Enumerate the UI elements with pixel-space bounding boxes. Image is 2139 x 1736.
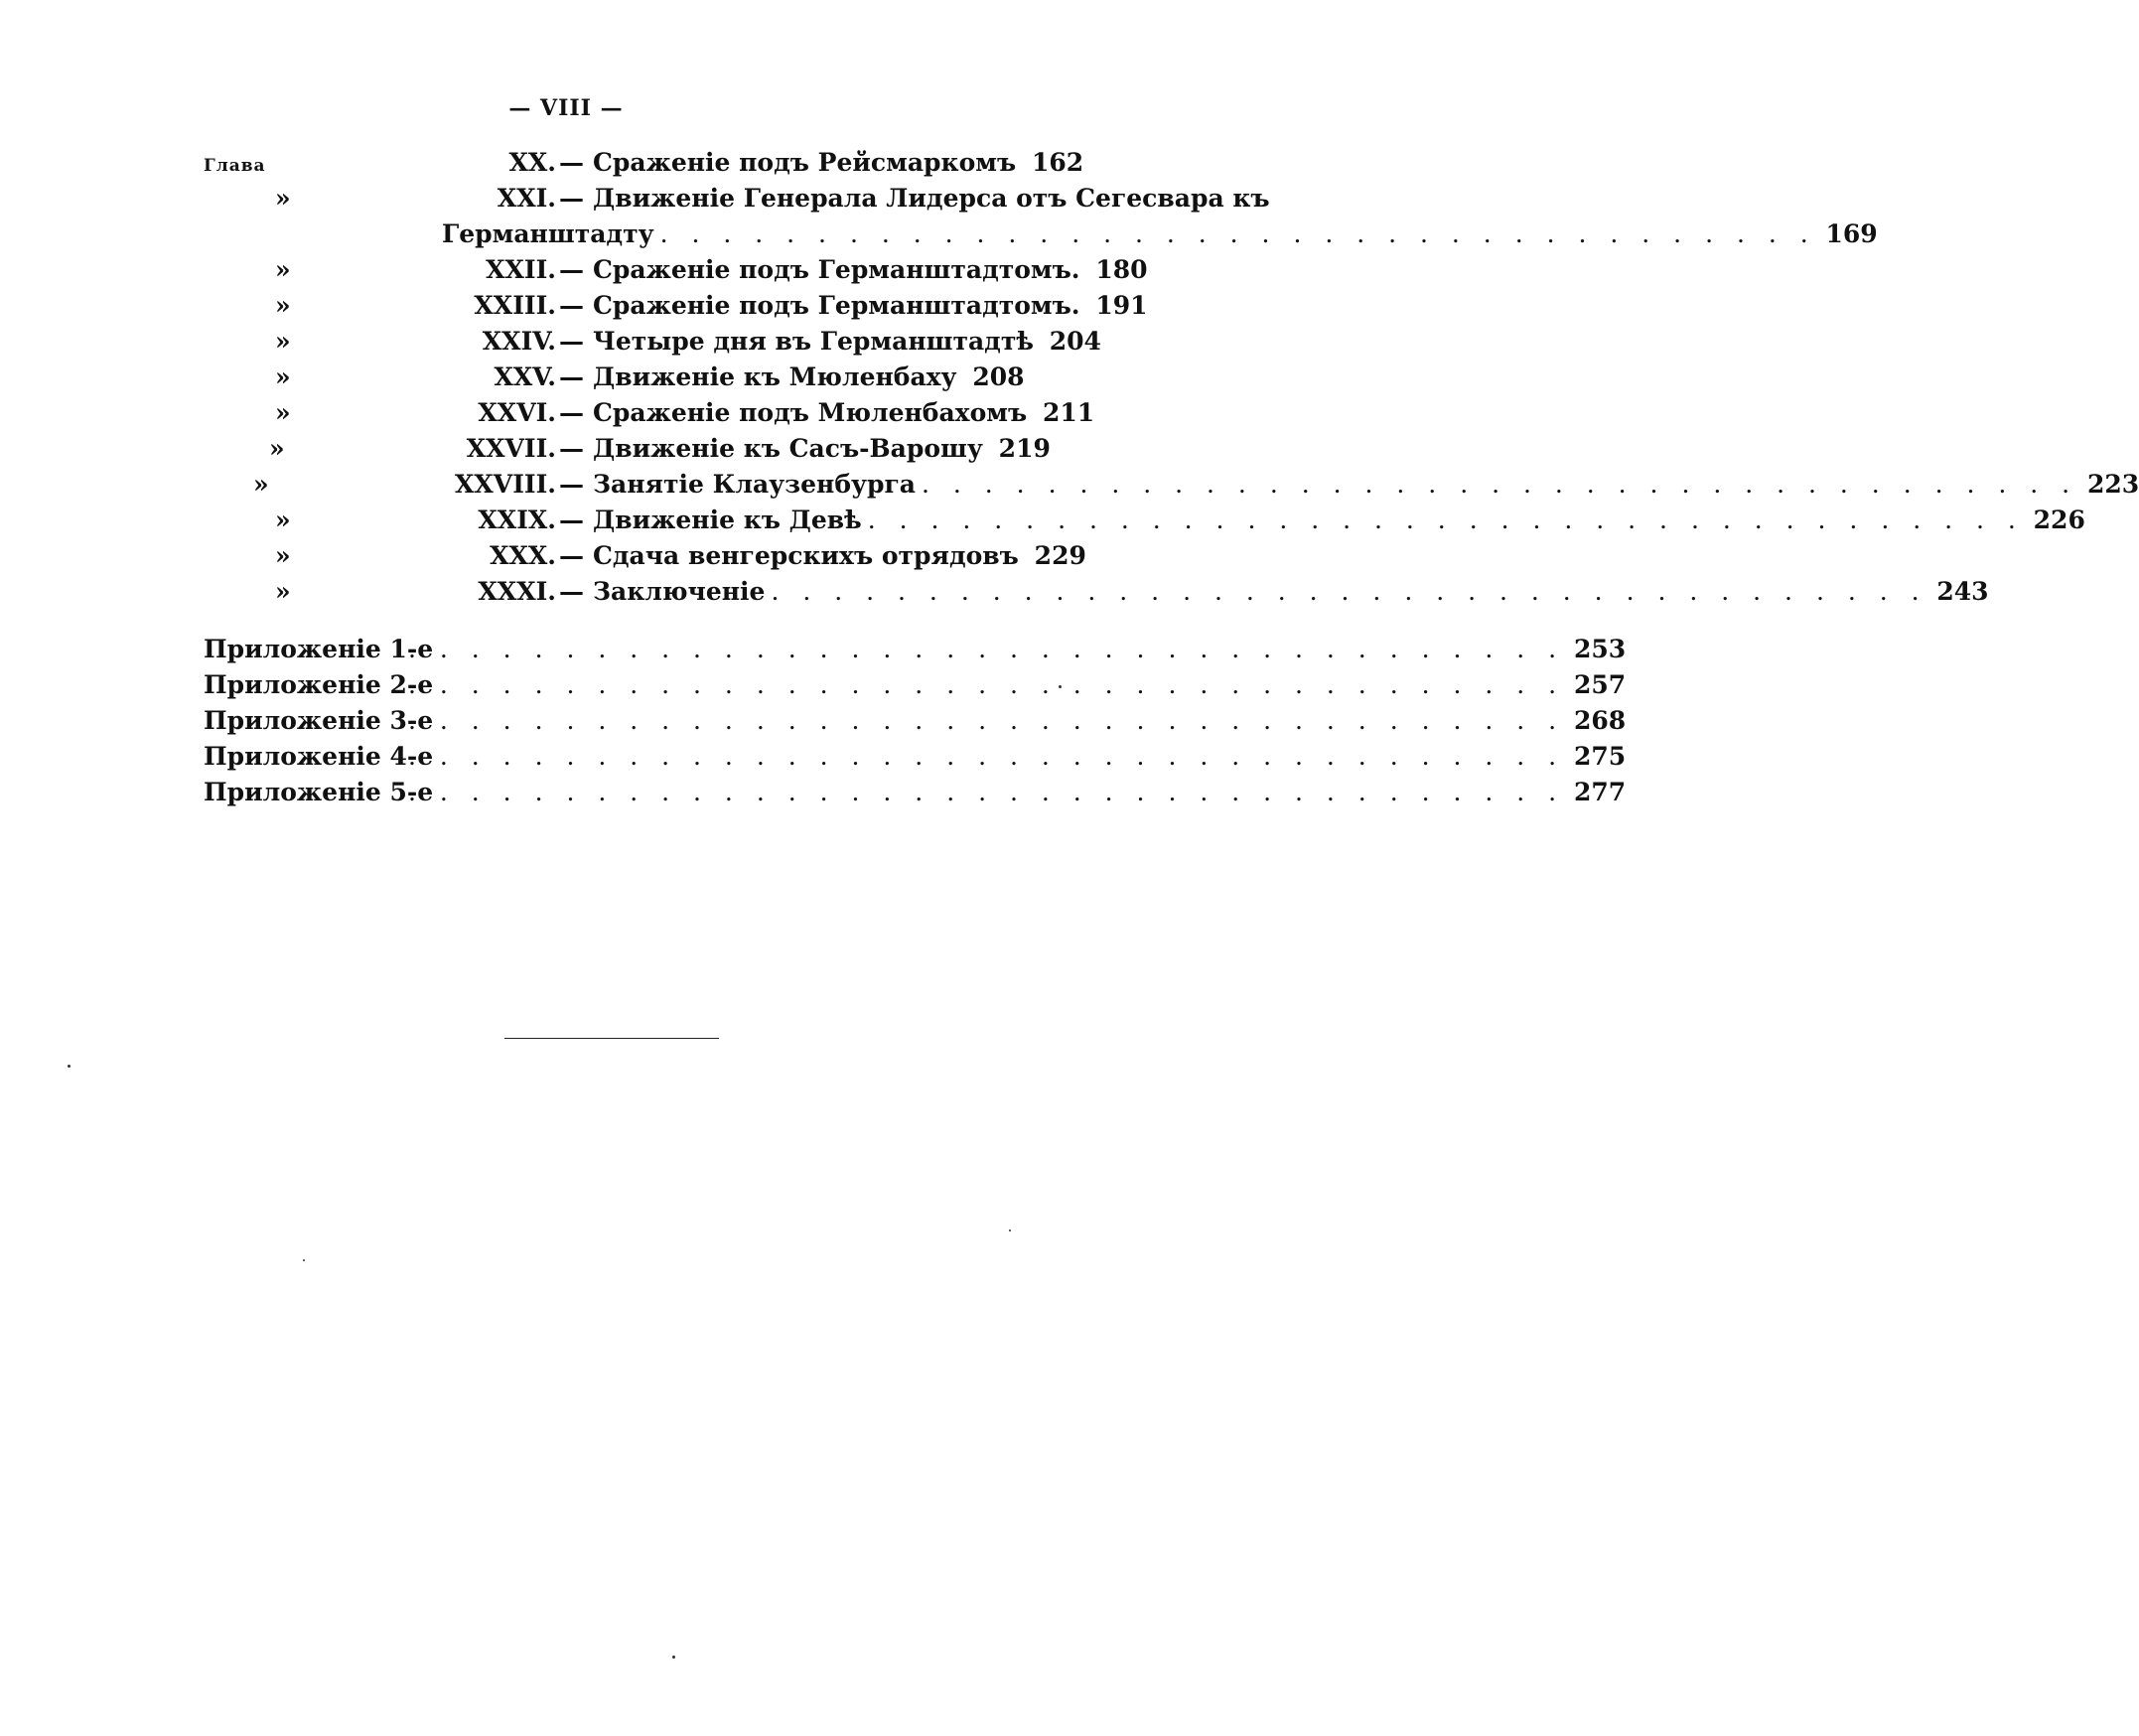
chapter-number: XX.: [508, 148, 556, 177]
chapter-title: Четыре дня въ Германштадтѣ: [593, 327, 1034, 356]
page-ref: 223: [2086, 470, 2139, 499]
toc-entry[interactable]: [204, 324, 1101, 360]
ditto-mark: »: [269, 434, 285, 463]
page-ref: 253: [1573, 635, 1627, 663]
dash: —: [559, 434, 584, 463]
dash: —: [559, 577, 584, 606]
dash: —: [559, 255, 584, 284]
appendix-line: [402, 632, 1627, 667]
page-ref: 162: [1031, 148, 1084, 177]
dash: —: [559, 470, 584, 499]
chapter-title: Движеніе къ Девѣ: [593, 506, 862, 534]
page-ref: 275: [1573, 742, 1627, 771]
appendix-label: Приложеніе 2-е: [204, 670, 434, 699]
print-speck: [1009, 1230, 1011, 1231]
chapter-title-line: [593, 145, 1084, 181]
chapter-number: XXXI.: [478, 577, 556, 606]
ditto-mark: »: [275, 506, 291, 534]
page-ref: 229: [1034, 541, 1086, 570]
chapter-title-line: [593, 395, 1095, 431]
ditto-mark: »: [275, 184, 291, 213]
ditto-mark: »: [275, 577, 291, 606]
dot-leader: [922, 467, 2077, 503]
dash: —: [559, 541, 584, 570]
section-divider: [504, 1038, 719, 1039]
dot-leader: [868, 503, 2024, 538]
chapter-title: Сраженіе подъ Рейсмаркомъ: [593, 148, 1017, 177]
chapter-title-line: [593, 467, 2139, 503]
chapter-title-line: [593, 503, 2085, 538]
chapter-title: Сраженіе подъ Германштадтомъ.: [593, 255, 1080, 284]
ditto-mark: »: [275, 291, 291, 320]
page-ref: 243: [1936, 577, 1989, 606]
page-ref: 169: [1825, 219, 1878, 248]
ditto-mark: »: [275, 327, 291, 356]
page-ref: 208: [972, 362, 1025, 391]
page-ref: 268: [1573, 706, 1627, 735]
chapter-title: Сраженіе подъ Мюленбахомъ: [593, 398, 1028, 427]
appendix-entry[interactable]: [204, 632, 1627, 667]
chapter-number: XXIV.: [482, 327, 556, 356]
chapter-number: XXVI.: [478, 398, 556, 427]
dash: —: [559, 398, 584, 427]
dash: —: [559, 291, 584, 320]
toc-entry[interactable]: [204, 574, 1989, 610]
page-ref: 219: [998, 434, 1051, 463]
toc-entry[interactable]: [204, 503, 2085, 538]
page-number: — VIII —: [508, 95, 624, 121]
chapter-title: Сдача венгерскихъ отрядовъ: [593, 541, 1019, 570]
print-speck: [303, 1259, 305, 1261]
appendix-entry[interactable]: [204, 739, 1627, 775]
chapter-title-line: [593, 252, 1148, 288]
appendix-entry[interactable]: [204, 703, 1627, 739]
ditto-mark: »: [275, 541, 291, 570]
table-of-contents: [204, 145, 2139, 610]
page-ref: 257: [1573, 670, 1627, 699]
dot-leader: [408, 667, 1564, 703]
print-speck: [1059, 685, 1062, 688]
page-ref: 180: [1095, 255, 1148, 284]
toc-entry[interactable]: [204, 395, 1095, 431]
toc-entry[interactable]: [204, 431, 1051, 467]
page-ref: 277: [1573, 778, 1627, 806]
chapter-word: Глава: [204, 156, 266, 176]
chapter-title-line: [442, 217, 1878, 252]
chapter-title-line: [593, 288, 1148, 324]
page-ref: 226: [2033, 506, 2085, 534]
appendix-line: [402, 739, 1627, 775]
appendix-line: [402, 703, 1627, 739]
dash: —: [559, 327, 584, 356]
chapter-number: XXI.: [497, 184, 556, 213]
appendix-label: Приложеніе 3-е: [204, 706, 434, 735]
toc-entry[interactable]: [204, 252, 1148, 288]
appendix-entry[interactable]: [204, 775, 1627, 810]
chapter-number: XXIII.: [474, 291, 556, 320]
dot-leader: [771, 574, 1926, 610]
page-ref: 211: [1042, 398, 1095, 427]
toc-entry[interactable]: [204, 181, 1270, 217]
ditto-mark: »: [275, 362, 291, 391]
chapter-number: XXV.: [494, 362, 556, 391]
chapter-number: XXVII.: [466, 434, 556, 463]
toc-entry-continuation[interactable]: [204, 217, 1878, 252]
chapter-title-line: [593, 538, 1086, 574]
dash: —: [559, 184, 584, 213]
toc-entry[interactable]: [204, 360, 1023, 395]
toc-entry[interactable]: [204, 145, 1084, 181]
ditto-mark: »: [275, 255, 291, 284]
chapter-title-line: [593, 574, 1989, 610]
chapter-title-line: [593, 431, 1051, 467]
appendix-line: [402, 775, 1627, 810]
dash: —: [559, 362, 584, 391]
chapter-label: [204, 145, 266, 184]
chapter-title: Сраженіе подъ Германштадтомъ.: [593, 291, 1080, 320]
toc-entry[interactable]: [204, 538, 1086, 574]
dot-leader: [408, 632, 1564, 667]
dot-leader: [408, 703, 1564, 739]
toc-entry[interactable]: [204, 467, 2139, 503]
chapter-number: XXVIII.: [455, 470, 556, 499]
chapter-title: Заключеніе: [593, 577, 766, 606]
chapter-title: Германштадту: [442, 219, 654, 248]
appendix-line: [402, 667, 1627, 703]
print-speck: [68, 1065, 71, 1068]
chapter-number: XXX.: [490, 541, 556, 570]
dot-leader: [660, 217, 1816, 252]
chapter-title: Движеніе Генерала Лидерса отъ Сегесвара къ: [593, 184, 1270, 213]
appendix-label: Приложеніе 4-е: [204, 742, 434, 771]
appendix-label: Приложеніе 1-е: [204, 635, 434, 663]
chapter-title: Движеніе къ Мюленбаху: [593, 362, 957, 391]
appendix-entry[interactable]: [204, 667, 1627, 703]
appendix-list: [204, 632, 1627, 810]
chapter-number: XXIX.: [478, 506, 556, 534]
dot-leader: [408, 739, 1564, 775]
page-ref: 191: [1095, 291, 1148, 320]
chapter-number: XXII.: [486, 255, 556, 284]
toc-entry[interactable]: [204, 288, 1148, 324]
dot-leader: [408, 775, 1564, 810]
chapter-title-line: [593, 324, 1101, 360]
appendix-label: Приложеніе 5-е: [204, 778, 434, 806]
dash: —: [559, 506, 584, 534]
page-ref: 204: [1049, 327, 1101, 356]
ditto-mark: »: [275, 398, 291, 427]
chapter-title: Движеніе къ Сасъ-Варошу: [593, 434, 983, 463]
print-speck: [672, 1656, 675, 1659]
chapter-title: Занятіе Клаузенбурга: [593, 470, 916, 499]
chapter-title-line: [593, 360, 1023, 395]
ditto-mark: »: [253, 470, 269, 499]
dash: —: [559, 148, 584, 177]
chapter-title-line: [593, 181, 1270, 217]
